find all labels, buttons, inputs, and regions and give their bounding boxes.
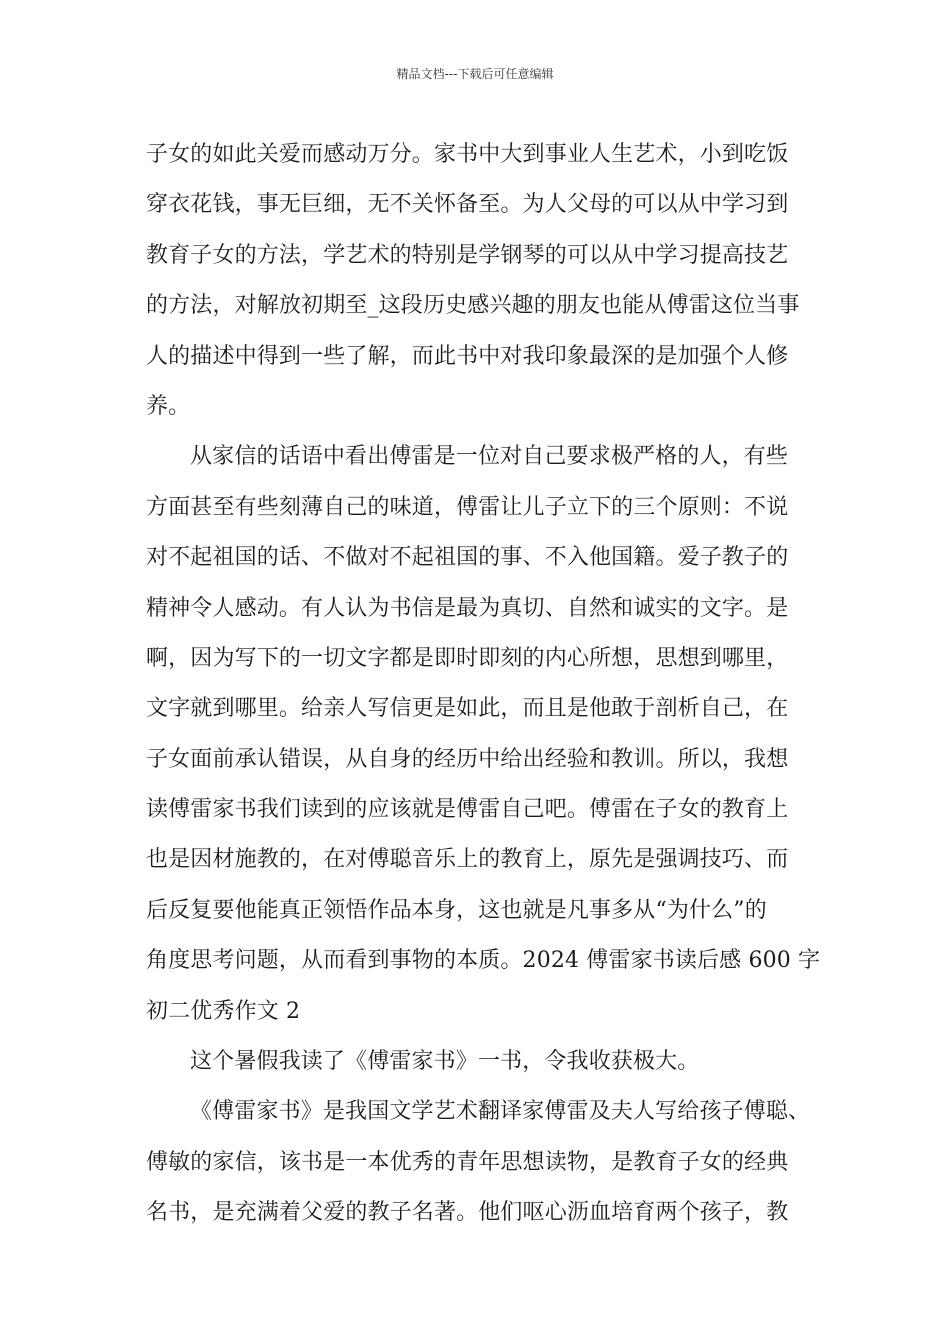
text-line: 子女面前承认错误，从自身的经历中给出经验和教训。所以，我想 (146, 746, 789, 772)
text-line: 穿衣花钱，事无巨细，无不关怀备至。为人父母的可以从中学习到 (146, 192, 789, 218)
text-line: 的方法，对解放初期至_这段历史感兴趣的朋友也能从傅雷这位当事 (146, 293, 800, 319)
text-line: 养。 (146, 393, 191, 419)
text-line: 角度思考问题，从而看到事物的本质。2024 傅雷家书读后感 600 字 (146, 948, 821, 974)
text-line: 傅敏的家信，该书是一本优秀的青年思想读物，是教育子女的经典 (146, 1149, 789, 1175)
paragraph-first-line: 《傅雷家书》是我国文学艺术翻译家傅雷及夫人写给孩子傅聪、 (190, 1099, 811, 1125)
text-line: 初二优秀作文 2 (146, 998, 301, 1024)
text-line: 文字就到哪里。给亲人写信更是如此，而且是他敢于剖析自己，在 (146, 696, 789, 722)
page-header: 精品文档---下载后可任意编辑 (396, 67, 554, 81)
text-line: 也是因材施教的，在对傅聪音乐上的教育上，原先是强调技巧、而 (146, 847, 789, 873)
text-line: 教育子女的方法，学艺术的特别是学钢琴的可以从中学习提高技艺 (146, 242, 789, 268)
text-line: 子女的如此关爱而感动万分。家书中大到事业人生艺术，小到吃饭 (146, 142, 789, 167)
text-line: 名书，是充满着父爱的教子名著。他们呕心沥血培育两个孩子，教 (146, 1200, 789, 1226)
text-line: 人的描述中得到一些了解，而此书中对我印象最深的是加强个人修 (146, 343, 789, 369)
text-line: 对不起祖国的话、不做对不起祖国的事、不入他国籍。爱子教子的 (146, 545, 789, 571)
text-line: 后反复要他能真正领悟作品本身，这也就是凡事多从“为什么”的 (146, 897, 767, 923)
text-line: 啊，因为写下的一切文字都是即时即刻的内心所想，思想到哪里， (146, 645, 789, 671)
document-body (146, 130, 821, 1239)
paragraph-first-line: 这个暑假我读了《傅雷家书》一书，令我收获极大。 (190, 1049, 700, 1075)
text-line: 方面甚至有些刻薄自己的味道，傅雷让儿子立下的三个原则：不说 (146, 494, 789, 520)
text-line: 精神令人感动。有人认为书信是最为真切、自然和诚实的文字。是 (146, 595, 789, 621)
paragraph-first-line: 从家信的话语中看出傅雷是一位对自己要求极严格的人，有些 (190, 444, 789, 470)
text-line: 读傅雷家书我们读到的应该就是傅雷自己吧。傅雷在子女的教育上 (146, 797, 789, 823)
